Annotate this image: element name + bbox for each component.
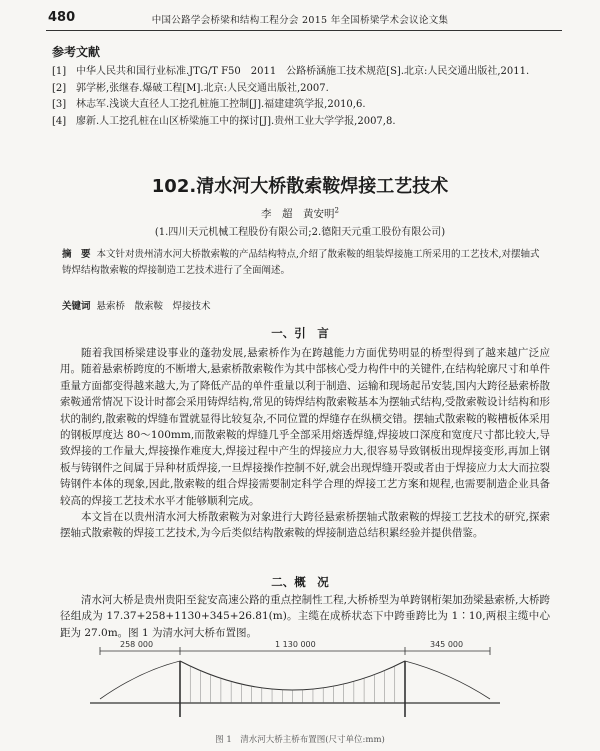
intro-body <box>60 345 550 542</box>
references-title: 参考文献 <box>52 45 101 59</box>
bridge-drawing <box>60 637 550 733</box>
page-number: 480 <box>48 10 76 25</box>
reference-item: [1] 中华人民共和国行业标准.JTG/T F50 2011 公路桥涵施工技术规范[S].北京:人民交通出版社,2011. <box>52 66 530 77</box>
reference-item: [3] 林志军.浅谈大直径人工挖孔桩施工控制[J].福建建筑学报,2010,6. <box>52 99 366 110</box>
keywords-label: 关键词 <box>62 301 91 312</box>
main-cable <box>180 661 405 690</box>
overview-paragraph-1: 清水河大桥是贵州贵阳至瓮安高速公路的重点控制性工程,大桥桥型为单跨钢桁架加劲梁悬索桥,大桥跨径组成为 17.37+258+1130+345+26.81(m)。主缆在成桥状态下中跨垂跨比为 1∶10,两根主缆中心距为 27.0m。图 1 为清水河大桥布置图。 <box>60 594 550 639</box>
side-cable-right <box>405 661 490 699</box>
intro-paragraph-1: 随着我国桥梁建设事业的蓬勃发展,悬索桥作为在跨越能力方面优势明显的桥型得到了越来越广泛应用。随着悬索桥跨度的不断增大,悬索桥散索鞍作为其中部核心受力构件中的关键件,在结构轮廓尺寸和单件重量方面都变得越来越大,为了降低产品的单件重量以利于制造、运输和现场起吊安装,国内大跨径悬索桥散索鞍通常情况下设计时都会采用铸焊结构,常见的铸焊结构散索鞍基本为摆轴式结构,受散索鞍设计结构和形状的制约,散索鞍的焊缝布置就显得比较复杂,不同位置的焊缝存在纵横交错。摆轴式散索鞍的鞍槽板体采用的钢板厚度达 80～100mm,而散索鞍的焊缝几乎全部采用熔透焊缝,焊接坡口深度和宽度尺寸都比较大,导致焊接的工作量大,焊接操作难度大,焊接过程中产生的焊接应力大,很容易导致钢板出现焊接变形,再加上钢板与铸钢件之间属于异种材质焊接,一旦焊接操作控制不好,就会出现焊缝开裂或者由于焊接应力太大而拉裂铸钢件本体的现象,因此,散索鞍的组合焊接需要制定科学合理的焊接工艺方案和规程,也需要制造企业具备较高的焊接工艺技术水平才能够顺利完成。 <box>60 347 550 507</box>
overview-body <box>60 592 550 641</box>
section-heading-intro: 一、引 言 <box>271 326 329 340</box>
keywords-text: 悬索桥 散索鞍 焊接技术 <box>96 301 211 312</box>
abstract-text: 本文针对贵州清水河大桥散索鞍的产品结构特点,介绍了散索鞍的组装焊接施工所采用的工艺技术,对摆轴式铸焊结构散索鞍的焊接制造工艺技术进行了全面阐述。 <box>62 249 540 276</box>
references-list <box>52 64 562 130</box>
page-header <box>0 0 600 30</box>
keywords <box>62 298 544 312</box>
reference-item: [2] 郭学彬,张继春.爆破工程[M].北京:人民交通出版社,2007. <box>52 82 329 94</box>
bridge-layout-figure <box>60 637 550 737</box>
dim-left-label: 258 000 <box>120 640 154 649</box>
abstract-label: 摘 要 <box>62 249 91 260</box>
dim-main-label: 1 130 000 <box>275 640 316 649</box>
side-cable-left <box>100 661 180 699</box>
header-rule <box>46 30 562 31</box>
journal-title: 中国公路学会桥梁和结构工程分会 2015 年全国桥梁学术会议论文集 <box>151 15 449 26</box>
dim-right-label: 345 000 <box>430 640 464 649</box>
section-heading-overview: 二、概 况 <box>271 575 329 589</box>
abstract <box>62 247 544 279</box>
reference-item: [4] 廖新.人工挖孔桩在山区桥梁施工中的探讨[J].贵州工业大学学报,2007,8. <box>52 115 396 127</box>
figure-caption: 图 1 清水河大桥主桥布置图(尺寸单位:mm) <box>215 735 385 745</box>
intro-paragraph-2: 本文旨在以贵州清水河大桥散索鞍为对象进行大跨径悬索桥摆轴式散索鞍的焊接工艺技术的研究,探索摆轴式散索鞍的焊接工艺技术,为今后类似结构散索鞍的焊接制造总结积累经验并提供借鉴。 <box>60 511 550 540</box>
paper-authors: 李 超 黄安明$^2$ <box>261 206 339 220</box>
paper-title: 102.清水河大桥散索鞍焊接工艺技术 <box>151 176 449 197</box>
paper-affiliation: (1.四川天元机械工程股份有限公司;2.德阳天元重工股份有限公司) <box>154 227 446 238</box>
